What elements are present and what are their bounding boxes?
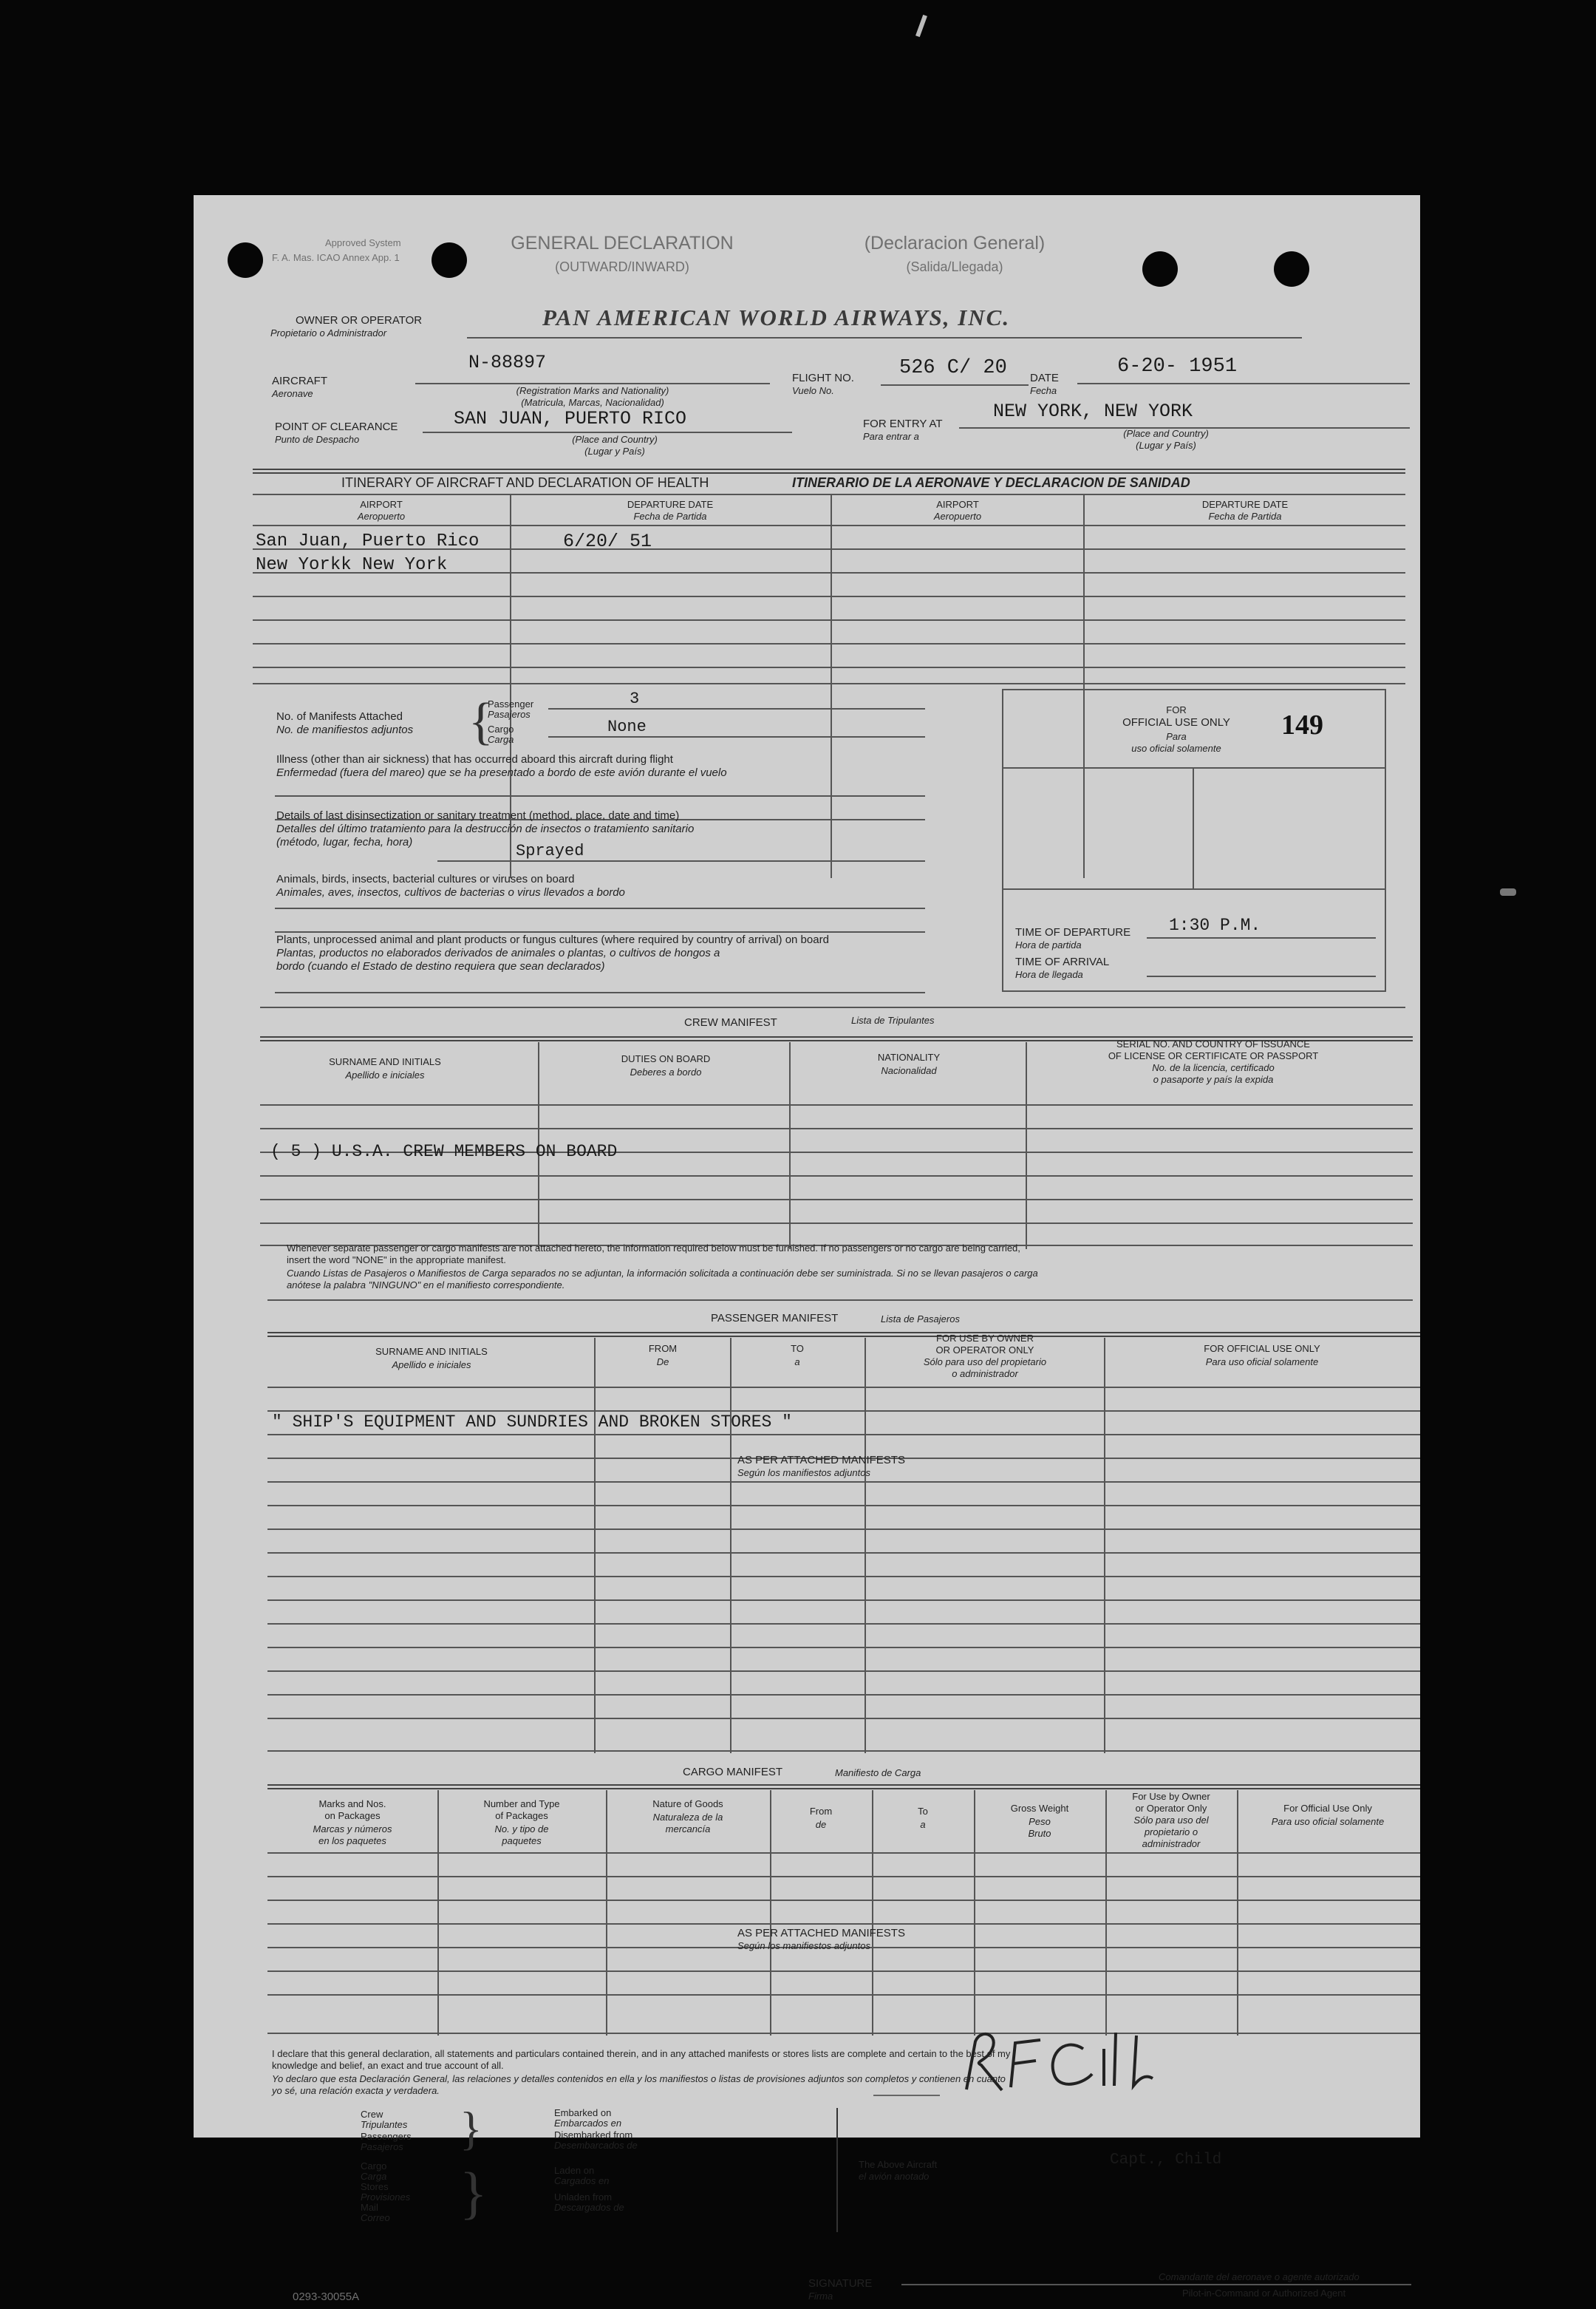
itinerary-airport-2: New Yorkk New York xyxy=(256,555,448,575)
aircraft-ref-label: The Above Aircraft xyxy=(859,2159,938,2170)
disembarked-label: Disembarked from xyxy=(554,2129,633,2140)
cargo-count-label: Cargo xyxy=(488,724,514,735)
cargo-manifest-title-es: Manifiesto de Carga xyxy=(835,1767,921,1778)
disinsect-label-es: (método, lugar, fecha, hora) xyxy=(276,836,413,849)
itinerary-date-header: DEPARTURE DATE xyxy=(1201,499,1289,510)
form-subtitle-es: (Salida/Llegada) xyxy=(906,259,1003,274)
passenger-entry: " SHIP'S EQUIPMENT AND SUNDRIES AND BROKEN STORES " xyxy=(272,1412,792,1432)
passenger-count-label-es: Pasajeros xyxy=(488,709,531,720)
signature-label: SIGNATURE xyxy=(808,2277,873,2290)
crew-nationality-header-es: Nacionalidad xyxy=(881,1065,937,1076)
cargo-official-header-es: Para uso oficial solamente xyxy=(1271,1816,1385,1827)
cargo-total-label: Cargo xyxy=(361,2160,387,2172)
form-title: GENERAL DECLARATION xyxy=(511,233,734,254)
official-label: OFFICIAL USE ONLY xyxy=(1122,716,1230,729)
cargo-goods-header-es: Naturaleza de la xyxy=(652,1812,723,1823)
cargo-manifest-title: CARGO MANIFEST xyxy=(683,1766,783,1778)
aircraft-caption-es: (Matricula, Marcas, Nacionalidad) xyxy=(521,397,664,408)
plants-label: Plants, unprocessed animal and plant products or fungus cultures (where required by country of arrival) on board xyxy=(276,934,829,946)
aircraft-label-es: Aeronave xyxy=(272,388,313,399)
disembarked-label-es: Desembarcados de xyxy=(554,2140,638,2151)
owner-label-es: Propietario o Administrador xyxy=(270,327,387,339)
crew-count-label-es: Tripulantes xyxy=(361,2119,408,2130)
clearance-label: POINT OF CLEARANCE xyxy=(275,421,398,433)
embarked-label-es: Embarcados en xyxy=(554,2118,622,2129)
crew-serial-header-es: o pasaporte y país la expida xyxy=(1153,1074,1274,1085)
cargo-marks-header: on Packages xyxy=(324,1810,381,1821)
cargo-to-header-es: a xyxy=(920,1819,926,1830)
approval-line: F. A. Mas. ICAO Annex App. 1 xyxy=(272,252,400,263)
date-value: 6-20- 1951 xyxy=(1117,356,1238,378)
passenger-owner-header-es: o administrador xyxy=(952,1368,1018,1379)
passenger-to-header: TO xyxy=(791,1343,804,1354)
captain-signature xyxy=(959,2019,1181,2101)
cargo-packages-header-es: No. y tipo de xyxy=(494,1823,549,1834)
itinerary-airport-header-es: Aeropuerto xyxy=(933,511,982,522)
cargo-count-label-es: Carga xyxy=(488,734,514,745)
passenger-from-header-es: De xyxy=(656,1356,669,1367)
crew-entry: ( 5 ) U.S.A. CREW MEMBERS ON BOARD xyxy=(270,1142,618,1161)
date-label-es: Fecha xyxy=(1030,385,1057,396)
cargo-owner-header: For Use by Owner xyxy=(1132,1791,1210,1802)
plants-label-es: bordo (cuando el Estado de destino requiera que sean declarados) xyxy=(276,960,605,973)
official-for-label: FOR xyxy=(1166,704,1187,715)
passenger-manifest-title-es: Lista de Pasajeros xyxy=(881,1313,960,1324)
passenger-owner-header: OR OPERATOR ONLY xyxy=(935,1344,1034,1356)
cargo-owner-header-es: propietario o xyxy=(1144,1826,1198,1837)
departure-time-label-es: Hora de partida xyxy=(1015,939,1082,951)
aircraft-label: AIRCRAFT xyxy=(272,375,327,387)
declaration-text-es: Yo declaro que esta Declaración General, las relaciones y detalles contenidos en ella y los manifiestos o listas de provisiones adjuntos son completos y contienen en cuanto xyxy=(272,2073,1006,2084)
form-subtitle: (OUTWARD/INWARD) xyxy=(555,259,689,274)
itinerary-airport-header: AIRPORT xyxy=(360,499,403,510)
manifests-label-es: No. de manifiestos adjuntos xyxy=(276,724,414,736)
cargo-stamp-es: Según los manifiestos adjuntos xyxy=(737,1940,870,1951)
general-declaration-form: Approved System F. A. Mas. ICAO Annex App. 1 GENERAL DECLARATION (OUTWARD/INWARD) (Declaracion General) (Salida/Llegada) OWNER OR OPERATOR Propietario o Administrador PAN AMERICAN WORLD AIRWAYS, INC. AIRCRAFT Aeronave N-88897 (Registration Marks and Nationality) (Matricula, Marcas, Nacionalidad) FLIGHT NO. Vuelo No. 526 C/ 20 DATE Fecha 6-20- 1951 POINT OF CLEARANCE Punto de Despacho SAN JUAN, PUERTO RICO (Place and Country) (Lugar y País) FOR ENTRY AT Para entrar a NEW YORK, NEW YORK (Place and Country) (Lugar y País) ITINERARY OF AIRCRAFT AND DECLARATION OF HEALTH ITINERARIO DE LA AERONAVE Y DECLARACION DE SANIDAD AIRPORT Aeropuerto DEPARTURE DATE Fecha de Partida AIRPORT Aeropuerto DEPARTURE DATE Fecha de Partida San Juan, Puerto Rico New Yorkk New York 6/20/ 51 No. of Manifests Attached No. de manifiestos adjuntos { Passenger Pasajeros 3 Cargo Carga None Illness (other than air sickness) that has occurred aboard this aircraft during flight Enfermedad (fuera del mareo) que se ha presentado a bordo de este avión durante el vuelo Details of last disinsectization or sanitary treatment (method, place, date and time) Detalles del último tratamiento para la destrucción de insectos o tratamiento sanitario (método, lugar, fecha, hora) Sprayed Animals, birds, insects, bacterial cultures or viruses on board Animales, aves, insectos, cultivos de bacterias o virus llevados a bordo Plants, unprocessed animal and plant products or fungus cultures (where required by country of arrival) on board Plantas, productos no elaborados derivados de animales o plantas, o cultivos de hongos a bordo (cuando el Estado de destino requiera que sean declarados) FOR OFFICIAL USE ONLY Para uso oficial solamente 149 TIME OF DEPARTURE Hora de partida 1:30 P.M. TIME OF ARRIVAL Hora de llegada CREW MANIFEST Lista de Tripulantes SURNAME AND INITIALS Apellido e iniciales DUTIES ON BOARD Deberes a bordo NATIONALITY Nacionalidad SERIAL NO. AND COUNTRY OF ISSUANCE OF LICENSE OR CERTIFICATE OR PASSPORT No. de la licencia, certificado o pasaporte y país la expida ( 5 ) U.S.A. CREW MEMBERS ON BOARD Whenever separate passenger or cargo manifests are not attached hereto, the information required below must be furnished. If no passengers or no cargo are being carried, insert the word "NONE" in the appropriate manifest. Cuando Listas de Pasajeros o Manifiestos de Carga separados no se adjuntan, la información solicitada a continuación debe ser suministrada. Si no se llevan pasajeros o carga anótese la palabra "NINGUNO" en el manifiesto correspondiente. PASSENGER MANIFEST Lista de Pasajeros SURNAME AND INITIALS Apellido e iniciales FROM De TO a FOR USE BY OWNER OR OPERATOR ONLY Sólo para uso del propietario o administrador FOR OFFICIAL USE ONLY Para uso oficial solamente " SHIP'S EQUIPMENT AND SUNDRIES AND BROKEN STORES " AS PER ATTACHED MANIFESTS Según los manifiestos adjuntos CARGO MANIFEST Manifiesto de Carga Marks and Nos. on Packages Marcas y números en los paquetes Number and Type of Packages No. y tipo de paquetes Nature of Goods Naturaleza de la mercancía From de To a Gross Weight Peso Bruto For Use by Owner or Operator Only Sólo para uso del propietario o administrador For Official Use Only Para uso oficial solamente AS PER ATTACHED MANIFESTS Según los manifiestos adjuntos I declare that this general declaration, all statements and particulars contained therein, and in any attached manifests or stores lists are complete and certain to the best of my knowledge and belief, an exact and true account of all. Yo declaro que esta Declaración General, las relaciones y detalles contenidos en ella y los manifiestos o listas de provisiones adjuntos son completos y contienen en cuanto yo sé, una relación exacta y verdadera. Crew Tripulantes Passengers Pasajeros } Embarked on Embarcados en Disembarked from Desembarcados de Cargo Carga Stores Provisiones Mail Correo } Laden on Cargados en Unladen from Descargados de The Above Aircraft el avión anotado Capt., Child SIGNATURE Firma Comandante del aeronave o agente autorizado Pilot-in-Command or Authorized Agent 0293-30055A xyxy=(194,195,1420,2138)
passenger-manifest-title: PASSENGER MANIFEST xyxy=(711,1312,839,1324)
embarked-label: Embarked on xyxy=(554,2107,612,2118)
cargo-from-header-es: de xyxy=(815,1819,827,1830)
itinerary-date-header-es: Fecha de Partida xyxy=(1208,511,1282,522)
form-number: 0293-30055A xyxy=(293,2291,360,2303)
disinsect-value: Sprayed xyxy=(516,842,584,860)
itinerary-airport-header: AIRPORT xyxy=(936,499,979,510)
cargo-owner-header-es: Sólo para uso del xyxy=(1133,1815,1209,1826)
commander-label-es: Comandante del aeronave o agente autorizado xyxy=(1159,2271,1360,2282)
animals-label-es: Animales, aves, insectos, cultivos de bacterias o virus llevados a bordo xyxy=(276,886,625,899)
stores-label: Stores xyxy=(361,2181,389,2192)
unladen-label-es: Descargados de xyxy=(554,2202,624,2213)
itinerary-airport-1: San Juan, Puerto Rico xyxy=(256,531,480,551)
crew-serial-header-es: No. de la licencia, certificado xyxy=(1152,1062,1275,1073)
plants-label-es: Plantas, productos no elaborados derivados de animales o plantas, o cultivos de hongos a xyxy=(276,947,720,959)
mail-label: Mail xyxy=(361,2202,378,2213)
disinsect-label: Details of last disinsectization or sanitary treatment (method, place, date and time) xyxy=(276,809,680,822)
passenger-surname-header-es: Apellido e iniciales xyxy=(392,1359,471,1370)
declaration-text: I declare that this general declaration, all statements and particulars contained therein, and in any attached manifests or stores lists are complete and certain to the best of my xyxy=(272,2048,1011,2059)
aircraft-ref-label-es: el avión anotado xyxy=(859,2171,930,2182)
crew-count-label: Crew xyxy=(361,2109,383,2120)
passenger-owner-header-es: Sólo para uso del propietario xyxy=(923,1356,1047,1367)
itinerary-date-header-es: Fecha de Partida xyxy=(633,511,707,522)
commander-label: Pilot-in-Command or Authorized Agent xyxy=(1182,2288,1346,2299)
departure-time-label: TIME OF DEPARTURE xyxy=(1015,926,1131,939)
departure-time-value: 1:30 P.M. xyxy=(1169,916,1261,935)
cargo-owner-header-es: administrador xyxy=(1142,1838,1201,1849)
signature-label-es: Firma xyxy=(808,2291,833,2302)
passenger-official-header: FOR OFFICIAL USE ONLY xyxy=(1204,1343,1320,1354)
film-scratch xyxy=(915,15,927,37)
approval-line: Approved System xyxy=(325,237,401,248)
cargo-weight-header-es: Peso xyxy=(1029,1816,1051,1827)
cargo-packages-header: of Packages xyxy=(495,1810,548,1821)
entry-caption: (Place and Country) xyxy=(1123,428,1209,439)
manifests-label: No. of Manifests Attached xyxy=(276,710,403,723)
passenger-stamp-es: Según los manifiestos adjuntos xyxy=(737,1467,870,1478)
official-label-es: uso oficial solamente xyxy=(1131,743,1221,754)
entry-label: FOR ENTRY AT xyxy=(863,418,943,430)
punch-hole xyxy=(228,242,263,278)
flight-label-es: Vuelo No. xyxy=(792,385,834,396)
entry-label-es: Para entrar a xyxy=(863,431,919,442)
arrival-time-label: TIME OF ARRIVAL xyxy=(1015,956,1110,968)
crew-serial-header: OF LICENSE OR CERTIFICATE OR PASSPORT xyxy=(1108,1050,1319,1061)
laden-label: Laden on xyxy=(554,2165,595,2176)
crew-duties-header-es: Deberes a bordo xyxy=(630,1067,702,1078)
crew-manifest-title: CREW MANIFEST xyxy=(684,1016,777,1029)
declaration-text: knowledge and belief, an exact and true account of all. xyxy=(272,2060,504,2071)
mail-label-es: Correo xyxy=(361,2212,390,2223)
cargo-goods-header-es: mercancía xyxy=(665,1823,711,1834)
crew-duties-header: DUTIES ON BOARD xyxy=(621,1053,711,1064)
passenger-official-header-es: Para uso oficial solamente xyxy=(1205,1356,1319,1367)
cargo-stamp: AS PER ATTACHED MANIFESTS xyxy=(737,1927,905,1939)
flight-value: 526 C/ 20 xyxy=(899,357,1007,379)
passenger-owner-header: FOR USE BY OWNER xyxy=(936,1333,1034,1344)
crew-surname-header: SURNAME AND INITIALS xyxy=(329,1056,441,1067)
crew-surname-header-es: Apellido e iniciales xyxy=(345,1070,425,1081)
notice-text: insert the word "NONE" in the appropriate manifest. xyxy=(287,1254,506,1265)
aircraft-value: N-88897 xyxy=(468,352,547,373)
cargo-total-label-es: Carga xyxy=(361,2171,387,2182)
cargo-official-header: For Official Use Only xyxy=(1283,1803,1372,1814)
film-speck xyxy=(1500,888,1516,896)
cargo-packages-header-es: paquetes xyxy=(502,1835,542,1846)
punch-hole xyxy=(432,242,467,278)
stores-label-es: Provisiones xyxy=(361,2191,411,2203)
illness-label: Illness (other than air sickness) that has occurred aboard this aircraft during flight xyxy=(276,753,673,766)
cargo-goods-header: Nature of Goods xyxy=(652,1798,723,1809)
arrival-time-label-es: Hora de llegada xyxy=(1015,969,1083,980)
punch-hole xyxy=(1274,251,1309,287)
owner-label: OWNER OR OPERATOR xyxy=(296,314,423,327)
form-title-es: (Declaracion General) xyxy=(864,233,1046,254)
cargo-weight-header-es: Bruto xyxy=(1028,1828,1051,1839)
cargo-marks-header-es: Marcas y números xyxy=(313,1823,392,1834)
laden-label-es: Cargados en xyxy=(554,2175,610,2186)
passenger-surname-header: SURNAME AND INITIALS xyxy=(375,1346,488,1357)
passenger-count-label: Passenger xyxy=(488,698,534,710)
itinerary-airport-header-es: Aeropuerto xyxy=(357,511,406,522)
cargo-count: None xyxy=(607,718,647,736)
notice-text-es: Cuando Listas de Pasajeros o Manifiestos de Carga separados no se adjuntan, la información solicitada a continuación debe ser suministrada. Si no se llevan pasajeros o carga xyxy=(287,1268,1038,1279)
owner-value: PAN AMERICAN WORLD AIRWAYS, INC. xyxy=(542,305,1011,330)
captain-name: Capt., Child xyxy=(1110,2152,1222,2169)
crew-nationality-header: NATIONALITY xyxy=(877,1052,941,1063)
official-label-es: Para xyxy=(1166,731,1187,742)
passenger-stamp: AS PER ATTACHED MANIFESTS xyxy=(737,1454,905,1466)
notice-text: Whenever separate passenger or cargo manifests are not attached hereto, the information required below must be furnished. If no passengers or no cargo are being carried, xyxy=(287,1242,1020,1254)
flight-label: FLIGHT NO. xyxy=(792,372,854,384)
passenger-total-label: Passengers xyxy=(361,2131,412,2142)
itinerary-date-1: 6/20/ 51 xyxy=(563,531,652,552)
cargo-from-header: From xyxy=(809,1806,833,1817)
cargo-marks-header: Marks and Nos. xyxy=(318,1798,386,1809)
passenger-total-label-es: Pasajeros xyxy=(361,2141,403,2152)
clearance-label-es: Punto de Despacho xyxy=(275,434,360,445)
cargo-marks-header-es: en los paquetes xyxy=(318,1835,386,1846)
cargo-owner-header: or Operator Only xyxy=(1135,1803,1207,1814)
notice-text-es: anótese la palabra "NINGUNO" en el manifiesto correspondiente. xyxy=(287,1279,565,1290)
date-label: DATE xyxy=(1030,372,1059,384)
aircraft-caption: (Registration Marks and Nationality) xyxy=(516,385,669,396)
entry-caption-es: (Lugar y País) xyxy=(1136,440,1196,451)
animals-label: Animals, birds, insects, bacterial cultures or viruses on board xyxy=(276,873,575,885)
cargo-packages-header: Number and Type xyxy=(483,1798,560,1809)
passenger-to-header-es: a xyxy=(794,1356,800,1367)
illness-label-es: Enfermedad (fuera del mareo) que se ha presentado a bordo de este avión durante el vuelo xyxy=(276,766,727,779)
passenger-count: 3 xyxy=(630,690,640,708)
clearance-caption: (Place and Country) xyxy=(572,434,658,445)
passenger-from-header: FROM xyxy=(648,1343,678,1354)
punch-hole xyxy=(1142,251,1178,287)
itinerary-date-header: DEPARTURE DATE xyxy=(627,499,714,510)
crew-serial-header: SERIAL NO. AND COUNTRY OF ISSUANCE xyxy=(1116,1038,1310,1050)
itinerary-title: ITINERARY OF AIRCRAFT AND DECLARATION OF HEALTH xyxy=(341,475,709,490)
itinerary-title-es: ITINERARIO DE LA AERONAVE Y DECLARACION DE SANIDAD xyxy=(792,475,1190,490)
unladen-label: Unladen from xyxy=(554,2191,613,2203)
declaration-text-es: yo sé, una relación exacta y verdadera. xyxy=(272,2085,440,2096)
clearance-value: SAN JUAN, PUERTO RICO xyxy=(454,408,687,429)
official-number: 149 xyxy=(1281,710,1323,741)
cargo-to-header: To xyxy=(918,1806,928,1817)
cargo-weight-header: Gross Weight xyxy=(1010,1803,1069,1814)
clearance-caption-es: (Lugar y País) xyxy=(584,446,645,457)
disinsect-label-es: Detalles del último tratamiento para la destrucción de insectos o tratamiento sanitario xyxy=(276,823,695,835)
crew-manifest-title-es: Lista de Tripulantes xyxy=(851,1015,935,1026)
entry-value: NEW YORK, NEW YORK xyxy=(993,401,1193,422)
